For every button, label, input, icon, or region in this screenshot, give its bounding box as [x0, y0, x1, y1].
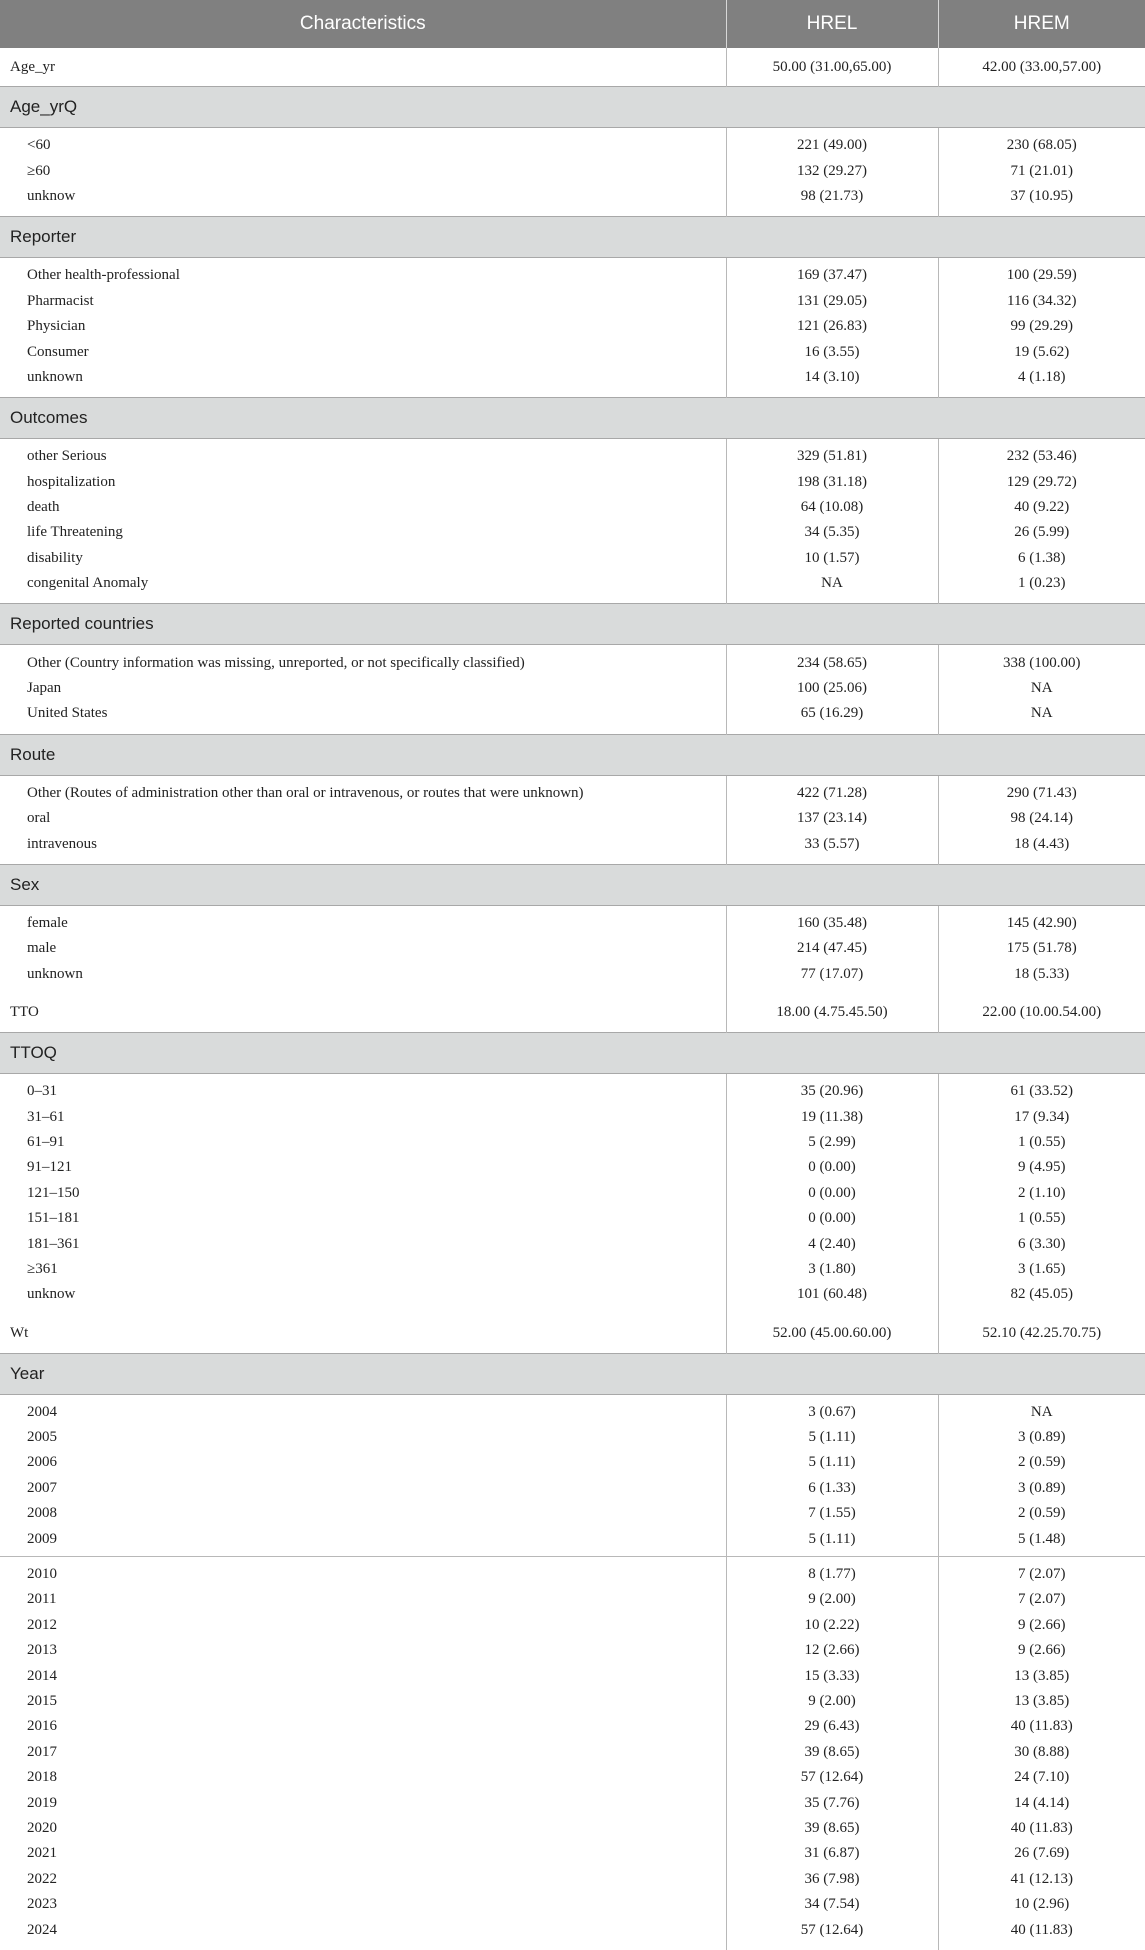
- table-row: [0, 1663, 1145, 1688]
- item-label: 91–121: [0, 1155, 726, 1180]
- hrem-value: 2 (0.59): [1018, 1505, 1066, 1522]
- hrel-value: 10 (1.57): [726, 546, 938, 571]
- hrel-value: 5 (1.11): [726, 1450, 938, 1475]
- item-label: 2005: [0, 1425, 726, 1450]
- row-label: TTO: [0, 994, 726, 1033]
- spacer-cell: [726, 857, 938, 865]
- spacer-cell: [938, 596, 1145, 604]
- hrel-value: 160 (35.48): [726, 911, 938, 936]
- table-row: [0, 1425, 1145, 1450]
- table-row: [0, 962, 1145, 987]
- hrel-value: 132 (29.27): [726, 158, 938, 183]
- spacer-cell: [0, 209, 726, 217]
- hrem-value: 13 (3.85): [1014, 1667, 1070, 1684]
- hrem-value: 19 (5.62): [1014, 343, 1070, 360]
- item-label: 2010: [0, 1562, 726, 1587]
- item-label: disability: [0, 546, 726, 571]
- hrem-value: 5 (1.48): [1018, 1530, 1066, 1547]
- item-label: 2017: [0, 1740, 726, 1765]
- table-row: [0, 1816, 1145, 1841]
- item-label: hospitalization: [0, 470, 726, 495]
- spacer-row: [0, 1308, 1145, 1315]
- hrem-value: 9 (4.95): [1018, 1159, 1066, 1176]
- section-title: Reported countries: [0, 604, 1145, 645]
- section-title: Outcomes: [0, 398, 1145, 439]
- hrem-value: 230 (68.05): [1006, 137, 1077, 154]
- hrem-value: 14 (4.14): [1014, 1794, 1070, 1811]
- table-row: [0, 650, 1145, 675]
- table-row: [0, 1155, 1145, 1180]
- item-label: 121–150: [0, 1181, 726, 1206]
- table-row: [0, 339, 1145, 364]
- hrem-value: 99 (29.29): [1010, 318, 1073, 335]
- item-label: 2011: [0, 1587, 726, 1612]
- hrel-value: 57 (12.64): [726, 1917, 938, 1942]
- spacer-row: [0, 1943, 1145, 1950]
- table-row: [0, 1079, 1145, 1104]
- table-row: [0, 1638, 1145, 1663]
- table-row: [0, 546, 1145, 571]
- hrem-value: 22.00 (10.00.54.00): [982, 1004, 1102, 1021]
- spacer-cell: [726, 390, 938, 398]
- item-label: Other health-professional: [0, 263, 726, 288]
- header-hrem: HREM: [938, 0, 1145, 48]
- item-label: 2009: [0, 1526, 726, 1551]
- spacer-cell: [0, 987, 726, 994]
- spacer-cell: [0, 390, 726, 398]
- hrel-value: 7 (1.55): [726, 1501, 938, 1526]
- hrem-value: 13 (3.85): [1014, 1692, 1070, 1709]
- spacer-row: [0, 390, 1145, 398]
- hrel-value: 14 (3.10): [726, 365, 938, 390]
- table-row: [0, 1501, 1145, 1526]
- hrel-value: 9 (2.00): [726, 1587, 938, 1612]
- item-label: Consumer: [0, 339, 726, 364]
- hrel-value: 3 (0.67): [726, 1400, 938, 1425]
- item-label: intravenous: [0, 831, 726, 856]
- table-row: [0, 676, 1145, 701]
- table-row: [0, 1613, 1145, 1638]
- hrem-value: 232 (53.46): [1006, 448, 1077, 465]
- header-characteristics: Characteristics: [0, 0, 726, 48]
- table-row: [0, 470, 1145, 495]
- spacer-cell: [726, 209, 938, 217]
- hrel-value: 9 (2.00): [726, 1689, 938, 1714]
- table-row: [0, 911, 1145, 936]
- hrel-value: 52.00 (45.00.60.00): [726, 1315, 938, 1354]
- hrem-value: 41 (12.13): [1010, 1870, 1073, 1887]
- table-row: [0, 831, 1145, 856]
- hrem-value: 82 (45.05): [1010, 1286, 1073, 1303]
- hrem-value: 145 (42.90): [1006, 915, 1077, 931]
- hrem-value: 1 (0.23): [1018, 575, 1066, 592]
- item-label: 2019: [0, 1790, 726, 1815]
- item-label: 151–181: [0, 1206, 726, 1231]
- spacer-cell: [938, 857, 1145, 865]
- table-row: [0, 444, 1145, 469]
- hrem-value: 26 (5.99): [1014, 524, 1070, 541]
- hrel-value: 3 (1.80): [726, 1257, 938, 1282]
- table-row: [0, 1282, 1145, 1307]
- spacer-cell: [0, 857, 726, 865]
- hrem-value: 3 (1.65): [1018, 1260, 1066, 1277]
- item-label: Physician: [0, 314, 726, 339]
- item-label: male: [0, 936, 726, 961]
- hrem-value: NA: [1030, 680, 1053, 697]
- hrel-value: 15 (3.33): [726, 1663, 938, 1688]
- hrel-value: 5 (2.99): [726, 1130, 938, 1155]
- hrel-value: 6 (1.33): [726, 1476, 938, 1501]
- hrem-value: 338 (100.00): [1003, 654, 1081, 671]
- spacer-cell: [938, 727, 1145, 735]
- table-row: [0, 1562, 1145, 1587]
- hrel-value: 8 (1.77): [726, 1562, 938, 1587]
- hrem-value: 98 (24.14): [1010, 810, 1073, 827]
- section-countries: [0, 604, 1145, 645]
- hrem-value: 17 (9.34): [1014, 1108, 1070, 1125]
- hrem-value: 52.10 (42.25.70.75): [982, 1325, 1102, 1341]
- section-year: [0, 1353, 1145, 1394]
- hrel-value: 10 (2.22): [726, 1613, 938, 1638]
- hrem-value: 290 (71.43): [1006, 784, 1077, 801]
- hrem-value: 61 (33.52): [1010, 1083, 1073, 1100]
- item-label: female: [0, 911, 726, 936]
- hrem-value: 10 (2.96): [1014, 1896, 1070, 1913]
- hrel-value: 0 (0.00): [726, 1155, 938, 1180]
- section-sex: [0, 864, 1145, 905]
- table-row: [0, 184, 1145, 209]
- spacer-cell: [938, 390, 1145, 398]
- item-label: 2018: [0, 1765, 726, 1790]
- hrem-value: 175 (51.78): [1006, 940, 1077, 957]
- item-label: 2008: [0, 1501, 726, 1526]
- hrel-value: 34 (7.54): [726, 1892, 938, 1917]
- hrem-value: 42.00 (33.00,57.00): [982, 58, 1102, 75]
- hrel-value: 214 (47.45): [726, 936, 938, 961]
- row-label: Age_yr: [0, 48, 726, 87]
- hrel-value: 50.00 (31.00,65.00): [726, 48, 938, 87]
- item-label: 2021: [0, 1841, 726, 1866]
- table-row: [0, 1400, 1145, 1425]
- table-row: [0, 571, 1145, 596]
- hrem-value: 2 (1.10): [1018, 1184, 1066, 1201]
- item-label: 2006: [0, 1450, 726, 1475]
- section-title: Year: [0, 1353, 1145, 1394]
- table-row: [0, 1450, 1145, 1475]
- section-title: Age_yrQ: [0, 87, 1145, 128]
- item-label: death: [0, 495, 726, 520]
- table-row: [0, 1917, 1145, 1942]
- hrem-value: 40 (9.22): [1014, 499, 1070, 516]
- item-label: <60: [0, 133, 726, 158]
- section-ttoq: [0, 1032, 1145, 1073]
- hrel-value: 12 (2.66): [726, 1638, 938, 1663]
- hrel-value: 57 (12.64): [726, 1765, 938, 1790]
- item-label: 2004: [0, 1400, 726, 1425]
- hrem-value: 18 (5.33): [1014, 965, 1070, 982]
- hrel-value: 39 (8.65): [726, 1816, 938, 1841]
- table-row: [0, 1892, 1145, 1917]
- table-row: [0, 1841, 1145, 1866]
- item-label: 2016: [0, 1714, 726, 1739]
- hrem-value: 40 (11.83): [1010, 1921, 1073, 1938]
- item-label: 2013: [0, 1638, 726, 1663]
- item-label: 2015: [0, 1689, 726, 1714]
- hrem-value: 40 (11.83): [1010, 1718, 1073, 1735]
- hrem-value: 1 (0.55): [1018, 1210, 1066, 1227]
- hrem-value: 71 (21.01): [1010, 162, 1073, 179]
- hrel-value: 137 (23.14): [726, 806, 938, 831]
- hrel-value: 5 (1.11): [726, 1526, 938, 1551]
- hrem-value: 2 (0.59): [1018, 1454, 1066, 1471]
- header-hrel: HREL: [726, 0, 938, 48]
- hrem-value: 30 (8.88): [1014, 1743, 1070, 1760]
- spacer-cell: [0, 1943, 726, 1950]
- section-reporter: [0, 217, 1145, 258]
- table-row: [0, 1526, 1145, 1551]
- table-row: [0, 263, 1145, 288]
- section-route: [0, 734, 1145, 775]
- table-row: [0, 1130, 1145, 1155]
- item-label: ≥60: [0, 158, 726, 183]
- item-label: other Serious: [0, 444, 726, 469]
- spacer-cell: [938, 1308, 1145, 1315]
- table-row: [0, 701, 1145, 726]
- table-row: [0, 1231, 1145, 1256]
- item-label: 2020: [0, 1816, 726, 1841]
- item-label: unknow: [0, 1282, 726, 1307]
- table-row: [0, 495, 1145, 520]
- section-age_yrq: [0, 87, 1145, 128]
- table-row: [0, 781, 1145, 806]
- spacer-row: [0, 596, 1145, 604]
- hrem-value: 3 (0.89): [1018, 1479, 1066, 1496]
- hrel-value: 35 (20.96): [726, 1079, 938, 1104]
- spacer-row: [0, 987, 1145, 994]
- table-row: [0, 1714, 1145, 1739]
- item-label: life Threatening: [0, 520, 726, 545]
- hrel-value: 221 (49.00): [726, 133, 938, 158]
- hrem-value: 129 (29.72): [1006, 473, 1077, 490]
- hrel-value: 39 (8.65): [726, 1740, 938, 1765]
- section-title: Sex: [0, 864, 1145, 905]
- table-row: [0, 1867, 1145, 1892]
- section-outcomes: [0, 398, 1145, 439]
- hrem-value: 4 (1.18): [1018, 368, 1066, 385]
- table-row: [0, 936, 1145, 961]
- item-label: United States: [0, 701, 726, 726]
- spacer-cell: [726, 1943, 938, 1950]
- spacer-cell: [938, 987, 1145, 994]
- hrel-value: 121 (26.83): [726, 314, 938, 339]
- hrem-value: 7 (2.07): [1018, 1591, 1066, 1608]
- table-row: [0, 158, 1145, 183]
- table-row: [0, 365, 1145, 390]
- hrel-value: 65 (16.29): [726, 701, 938, 726]
- hrel-value: 98 (21.73): [726, 184, 938, 209]
- table-row: [0, 1740, 1145, 1765]
- hrel-value: 198 (31.18): [726, 470, 938, 495]
- spacer-cell: [938, 209, 1145, 217]
- hrem-value: 18 (4.43): [1014, 835, 1070, 852]
- table-row: [0, 133, 1145, 158]
- table-row: [0, 1476, 1145, 1501]
- item-label: 2012: [0, 1613, 726, 1638]
- spacer-cell: [726, 596, 938, 604]
- hrem-value: 26 (7.69): [1014, 1845, 1070, 1862]
- item-label: oral: [0, 806, 726, 831]
- item-label: 2022: [0, 1867, 726, 1892]
- spacer-cell: [938, 1943, 1145, 1950]
- item-label: 2023: [0, 1892, 726, 1917]
- hrem-value: NA: [1030, 1403, 1053, 1420]
- item-label: Other (Country information was missing, unreported, or not specifically classified): [0, 650, 726, 675]
- hrel-value: 4 (2.40): [726, 1231, 938, 1256]
- hrel-value: 234 (58.65): [726, 650, 938, 675]
- item-label: Japan: [0, 676, 726, 701]
- hrel-value: 169 (37.47): [726, 263, 938, 288]
- hrem-value: 1 (0.55): [1018, 1133, 1066, 1150]
- item-label: unknown: [0, 365, 726, 390]
- table-row: [0, 1206, 1145, 1231]
- spacer-cell: [0, 1308, 726, 1315]
- hrem-value: 6 (3.30): [1018, 1235, 1066, 1252]
- hrel-value: 101 (60.48): [726, 1282, 938, 1307]
- hrel-value: 33 (5.57): [726, 831, 938, 856]
- hrel-value: 329 (51.81): [726, 444, 938, 469]
- hrel-value: 100 (25.06): [726, 676, 938, 701]
- table-body: [0, 48, 1145, 1950]
- spacer-row: [0, 857, 1145, 865]
- hrel-value: 64 (10.08): [726, 495, 938, 520]
- row-age_yr: [0, 48, 1145, 87]
- row-label: Wt: [0, 1315, 726, 1354]
- row-tto: [0, 994, 1145, 1033]
- hrem-value: 37 (10.95): [1010, 187, 1073, 204]
- item-label: 2024: [0, 1917, 726, 1942]
- item-label: unknown: [0, 962, 726, 987]
- table-row: [0, 289, 1145, 314]
- hrem-value: 24 (7.10): [1014, 1769, 1070, 1786]
- table-row: [0, 1587, 1145, 1612]
- hrel-value: 18.00 (4.75.45.50): [726, 994, 938, 1033]
- spacer-row: [0, 209, 1145, 217]
- hrel-value: 34 (5.35): [726, 520, 938, 545]
- hrel-value: 29 (6.43): [726, 1714, 938, 1739]
- spacer-cell: [726, 987, 938, 994]
- hrel-value: 19 (11.38): [726, 1104, 938, 1129]
- hrem-value: 40 (11.83): [1010, 1819, 1073, 1836]
- table-row: [0, 520, 1145, 545]
- table-header-row: [0, 0, 1145, 48]
- item-label: 2007: [0, 1476, 726, 1501]
- hrel-value: 131 (29.05): [726, 289, 938, 314]
- item-label: Other (Routes of administration other than oral or intravenous, or routes that were unknown): [0, 781, 726, 806]
- item-label: 181–361: [0, 1231, 726, 1256]
- section-title: Reporter: [0, 217, 1145, 258]
- item-label: congenital Anomaly: [0, 571, 726, 596]
- item-label: 31–61: [0, 1104, 726, 1129]
- table-row: [0, 1104, 1145, 1129]
- table-row: [0, 1765, 1145, 1790]
- item-label: ≥361: [0, 1257, 726, 1282]
- hrem-value: 116 (34.32): [1007, 292, 1077, 309]
- table-row: [0, 1790, 1145, 1815]
- item-label: 2014: [0, 1663, 726, 1688]
- hrel-value: 422 (71.28): [726, 781, 938, 806]
- hrel-value: 31 (6.87): [726, 1841, 938, 1866]
- row-wt: [0, 1315, 1145, 1354]
- table-row: [0, 314, 1145, 339]
- table-row: [0, 806, 1145, 831]
- hrem-value: 9 (2.66): [1018, 1642, 1066, 1659]
- hrem-value: 9 (2.66): [1018, 1616, 1066, 1633]
- item-label: Pharmacist: [0, 289, 726, 314]
- hrel-value: 16 (3.55): [726, 339, 938, 364]
- hrem-value: 100 (29.59): [1006, 267, 1077, 284]
- hrem-value: 7 (2.07): [1018, 1566, 1066, 1583]
- hrel-value: 35 (7.76): [726, 1790, 938, 1815]
- spacer-cell: [726, 727, 938, 735]
- section-title: Route: [0, 734, 1145, 775]
- hrem-value: NA: [1030, 705, 1053, 722]
- hrem-value: 3 (0.89): [1018, 1429, 1066, 1446]
- section-title: TTOQ: [0, 1032, 1145, 1073]
- spacer-cell: [726, 1308, 938, 1315]
- table-row: [0, 1181, 1145, 1206]
- table-row: [0, 1689, 1145, 1714]
- hrem-value: 6 (1.38): [1018, 549, 1066, 566]
- spacer-row: [0, 727, 1145, 735]
- item-label: 0–31: [0, 1079, 726, 1104]
- item-label: 61–91: [0, 1130, 726, 1155]
- table-row: [0, 1257, 1145, 1282]
- item-label: unknow: [0, 184, 726, 209]
- hrel-value: NA: [726, 571, 938, 596]
- hrel-value: 0 (0.00): [726, 1206, 938, 1231]
- hrel-value: 0 (0.00): [726, 1181, 938, 1206]
- hrel-value: 36 (7.98): [726, 1867, 938, 1892]
- hrel-value: 5 (1.11): [726, 1425, 938, 1450]
- spacer-cell: [0, 727, 726, 735]
- spacer-cell: [0, 596, 726, 604]
- hrel-value: 77 (17.07): [726, 962, 938, 987]
